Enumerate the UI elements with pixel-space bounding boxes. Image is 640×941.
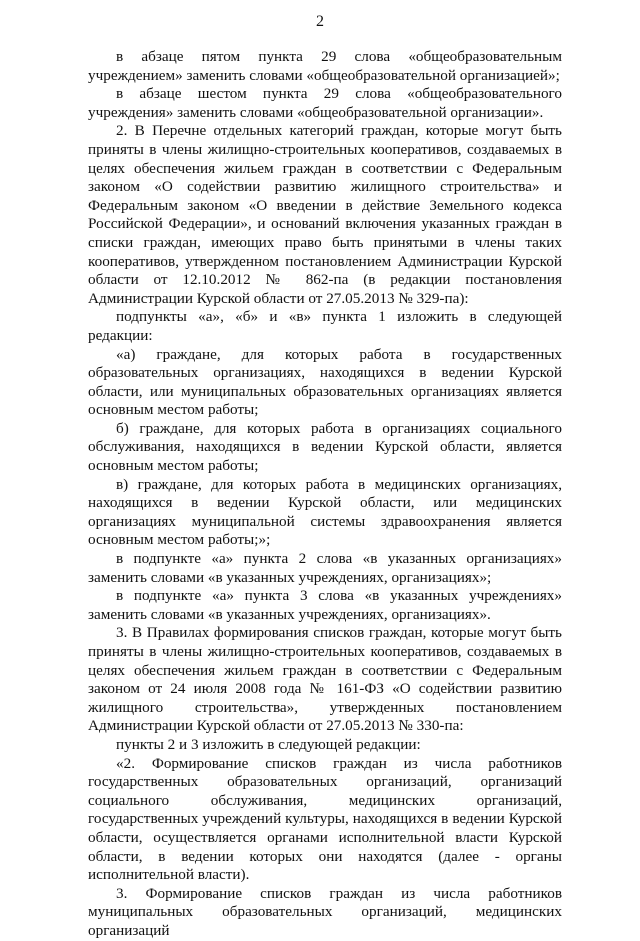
paragraph-section-3-intro: 3. В Правилах формирования списков граждан, которые могут быть приняты в члены жилищно-строительных кооперативов, создаваемых в целях обеспечения жильем граждан в соответствии с Федеральным законом от 24 июля 2008 года № 161-ФЗ «О содействии развитию жилищного строительства», утвержденных постановлением Администрации Курской области от 27.05.2013 № 330-па: (88, 624, 562, 735)
paragraph-amend-point-3: в подпункте «а» пункта 3 слова «в указанных учреждениях» заменить словами «в указанных учреждениях, организациях». (88, 587, 562, 623)
paragraph-amend-point-2: в подпункте «а» пункта 2 слова «в указанных организациях» заменить словами «в указанных учреждениях, организациях»; (88, 550, 562, 586)
paragraph-subclause-b: б) граждане, для которых работа в организациях социального обслуживания, находящихся в ведении Курской области, является основным местом работы; (88, 419, 562, 475)
paragraph-section-2-intro: 2. В Перечне отдельных категорий граждан, которые могут быть приняты в члены жилищно-строительных кооперативов, создаваемых в целях обеспечения жильем граждан в соответствии с Федеральным законом «О содействии развитию жилищного строительства» и Федеральным законом «О введении в действие Земельного кодекса Российской Федерации», и оснований включения указанных граждан в списки граждан, имеющих право быть принятыми в члены таких кооперативов, утвержденном постановлением Администрации Курской области от 12.10.2012 № 862-па (в редакции постановления Администрации Курской области от 27.05.2013 № 329-па): (88, 122, 562, 307)
paragraph-subclauses-instruction: подпункты «а», «б» и «в» пункта 1 изложить в следующей редакции: (88, 308, 562, 344)
paragraph-subclause-a: «а) граждане, для которых работа в государственных образовательных организациях, находящихся в ведении Курской области, или муниципальных образовательных организациях является основным местом работы; (88, 345, 562, 419)
page-number: 2 (316, 13, 324, 30)
paragraph-point-2-new: «2. Формирование списков граждан из числа работников государственных образовательных организаций, организаций социального обслуживания, медицинских организаций, государственных учреждений культуры, находящихся в ведении Курской области, осуществляется органами исполнительной власти Курской области, в ведении которых они находятся (далее - органы исполнительной власти). (88, 754, 562, 884)
paragraph-subclause-v: в) граждане, для которых работа в медицинских организациях, находящихся в ведении Курской области, или медицинских организациях муниципальной системы здравоохранения является основным местом работы;»; (88, 475, 562, 549)
paragraph-amend-clause-29-para-6: в абзаце шестом пункта 29 слова «общеобразовательного учреждения» заменить словами «общеобразовательной организации». (88, 85, 562, 121)
paragraph-amend-clause-29-para-5: в абзаце пятом пункта 29 слова «общеобразовательным учреждением» заменить словами «общеобразовательной организацией»; (88, 48, 562, 84)
paragraph-point-3-new: 3. Формирование списков граждан из числа работников муниципальных образовательных организаций, медицинских организаций (88, 884, 562, 939)
document-body (88, 48, 562, 941)
paragraph-points-instruction: пункты 2 и 3 изложить в следующей редакции: (116, 735, 421, 753)
